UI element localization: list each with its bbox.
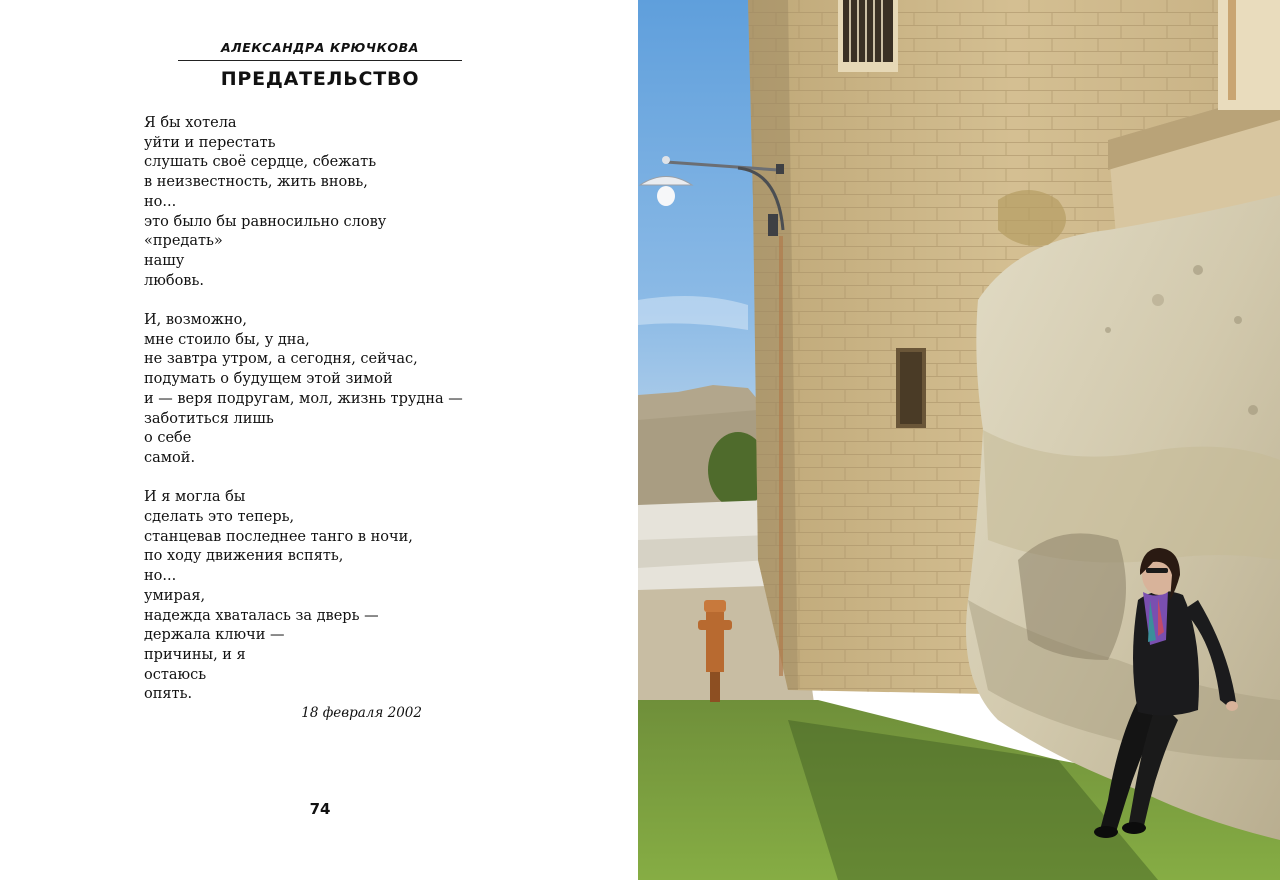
poem-line: И, возможно, xyxy=(144,312,248,329)
poem-line: по ходу движения вспять, xyxy=(144,548,344,565)
poem-line: это было бы равносильно слову xyxy=(144,213,387,230)
poem-line: нашу xyxy=(144,252,185,269)
poem-line: заботиться лишь xyxy=(144,410,274,427)
stanza-2 xyxy=(144,311,464,469)
stanza-3 xyxy=(144,488,464,705)
poem-line: не завтра утром, а сегодня, сейчас, xyxy=(144,351,418,368)
poem-line: причины, и я xyxy=(144,646,246,663)
poem-line: в неизвестность, жить вновь, xyxy=(144,174,368,191)
author-name: АЛЕКСАНДРА КРЮЧКОВА xyxy=(220,40,420,55)
poem-line: любовь. xyxy=(144,272,204,289)
poem-line: надежда хваталась за дверь — xyxy=(144,607,379,624)
poem-line: И я могла бы xyxy=(144,489,246,506)
poem-line: остаюсь xyxy=(144,666,207,683)
poem-line: умирая, xyxy=(144,587,206,604)
poem-line: станцевав последнее танго в ночи, xyxy=(144,528,413,545)
poem-line: самой. xyxy=(144,449,196,466)
poem-line: подумать о будущем этой зимой xyxy=(144,371,393,388)
stanza-1 xyxy=(144,114,464,291)
header-rule xyxy=(178,60,462,61)
poem-line: но... xyxy=(144,193,177,210)
poem-line: но... xyxy=(144,568,177,585)
poem-body xyxy=(144,114,464,705)
poem-line: Я бы хотела xyxy=(144,115,237,131)
right-page xyxy=(638,0,1280,880)
poem-date: 18 февраля 2002 xyxy=(301,705,422,721)
poem-line: держала ключи — xyxy=(144,627,285,644)
poem-line: сделать это теперь, xyxy=(144,509,295,526)
page-number: 74 xyxy=(309,800,331,818)
poem-line: опять. xyxy=(144,686,193,703)
poem-line: мне стоило бы, у дна, xyxy=(144,331,310,348)
poem-line: уйти и перестать xyxy=(144,134,276,151)
poem-line: слушать своё сердце, сбежать xyxy=(144,154,377,171)
poem-title: ПРЕДАТЕЛЬСТВО xyxy=(220,68,420,90)
poem-line: и — веря подругам, мол, жизнь трудна — xyxy=(144,390,463,407)
poem-line: о себе xyxy=(144,430,192,447)
left-page xyxy=(0,0,638,880)
photo-woman-by-stone-wall xyxy=(638,0,1280,880)
poem-line: «предать» xyxy=(144,233,223,250)
